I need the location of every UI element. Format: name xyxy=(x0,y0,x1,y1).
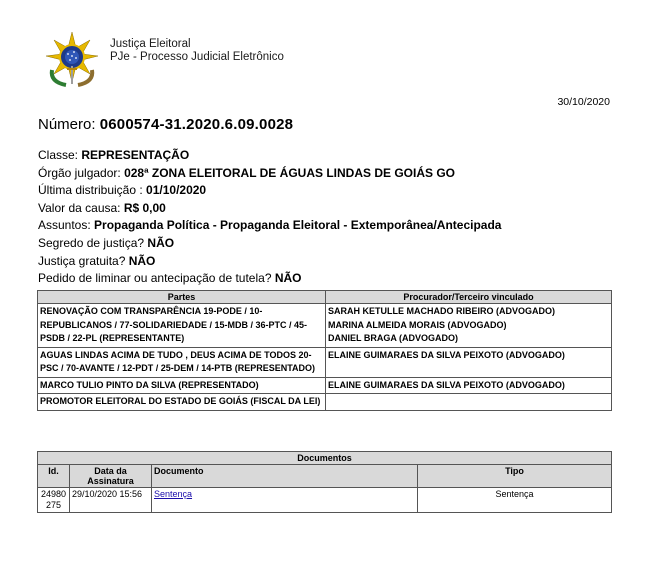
process-number-value: 0600574-31.2020.6.09.0028 xyxy=(99,116,294,133)
parte-cell: AGUAS LINDAS ACIMA DE TUDO , DEUS ACIMA DE TODOS 20-PSC / 70-AVANTE / 12-PDT / 25-DEM / 14-PTB (REPRESENTADO) xyxy=(38,347,326,377)
documento-header: Documento xyxy=(152,465,418,488)
table-row xyxy=(38,347,612,377)
field-label: Valor da causa: xyxy=(38,200,124,215)
procurador-cell xyxy=(326,394,612,411)
parte-cell: MARCO TULIO PINTO DA SILVA (REPRESENTADO) xyxy=(38,377,326,394)
field-value: 028ª ZONA ELEITORAL DE ÁGUAS LINDAS DE GOIÁS GO xyxy=(124,165,455,180)
table-row xyxy=(38,394,612,411)
procurador-name: DANIEL BRAGA (ADVOGADO) xyxy=(328,333,458,343)
partes-header-row xyxy=(38,291,612,304)
tipo-header: Tipo xyxy=(418,465,612,488)
field-value: NÃO xyxy=(147,235,175,250)
documentos-table xyxy=(37,451,612,513)
table-row xyxy=(38,304,612,348)
process-fields xyxy=(38,147,501,288)
doc-type-cell: Sentença xyxy=(418,488,612,513)
field-ultima-distribuicao xyxy=(38,182,501,200)
field-label: Órgão julgador: xyxy=(38,165,125,180)
procurador-name: ELAINE GUIMARAES DA SILVA PEIXOTO (ADVOGADO) xyxy=(328,379,565,390)
field-label: Classe: xyxy=(38,148,82,162)
partes-table xyxy=(37,290,612,411)
doc-name-cell xyxy=(152,488,418,513)
brazil-coat-of-arms-icon xyxy=(44,30,100,88)
field-pedido-liminar xyxy=(38,270,501,288)
table-row xyxy=(38,377,612,394)
doc-id-cell: 24980275 xyxy=(38,488,70,513)
procurador-cell xyxy=(326,347,612,377)
process-number-label: Número: xyxy=(38,116,96,133)
document-header xyxy=(44,30,604,90)
procurador-name: MARINA ALMEIDA MORAIS (ADVOGADO) xyxy=(328,319,507,330)
documentos-title: Documentos xyxy=(38,452,612,465)
table-row xyxy=(38,488,612,513)
field-valor-causa xyxy=(38,200,501,218)
field-classe xyxy=(38,147,501,165)
field-value: NÃO xyxy=(274,271,302,286)
procurador-name: ELAINE GUIMARAES DA SILVA PEIXOTO (ADVOGADO) xyxy=(328,349,565,360)
process-number xyxy=(38,116,293,133)
field-value: REPRESENTAÇÃO xyxy=(81,148,190,162)
document-link[interactable]: Sentença xyxy=(154,489,193,499)
procurador-name: SARAH KETULLE MACHADO RIBEIRO (ADVOGADO) xyxy=(328,306,555,316)
field-label: Última distribuição : xyxy=(38,183,147,198)
documentos-header-row xyxy=(38,465,612,488)
parte-cell: RENOVAÇÃO COM TRANSPARÊNCIA 19-PODE / 10-REPUBLICANOS / 77-SOLIDARIEDADE / 15-MDB / 36-PTC / 45-PSDB / 22-PL (REPRESENTANTE) xyxy=(38,304,326,348)
field-value: R$ 0,00 xyxy=(123,200,166,215)
field-justica-gratuita xyxy=(38,253,501,271)
documentos-title-row xyxy=(38,452,612,465)
field-value: NÃO xyxy=(128,253,156,268)
id-header: Id. xyxy=(38,465,70,488)
procurador-cell xyxy=(326,304,612,348)
field-value: Propaganda Política - Propaganda Eleitoral - Extemporânea/Antecipada xyxy=(94,218,502,233)
field-label: Assuntos: xyxy=(38,218,95,233)
field-label: Pedido de liminar ou antecipação de tutela? xyxy=(38,271,275,286)
field-value: 01/10/2020 xyxy=(146,183,207,198)
field-label: Justiça gratuita? xyxy=(38,253,129,268)
field-segredo-justica xyxy=(38,235,501,253)
org-name: Justiça Eleitoral xyxy=(110,38,191,50)
field-orgao-julgador xyxy=(38,165,501,183)
parte-cell: PROMOTOR ELEITORAL DO ESTADO DE GOIÁS (FISCAL DA LEI) xyxy=(38,394,326,411)
document-date: 30/10/2020 xyxy=(557,96,610,108)
procurador-header: Procurador/Terceiro vinculado xyxy=(326,291,612,304)
system-name: PJe - Processo Judicial Eletrônico xyxy=(110,51,284,63)
field-label: Segredo de justiça? xyxy=(38,235,148,250)
field-assuntos xyxy=(38,217,501,235)
procurador-cell xyxy=(326,377,612,394)
partes-header: Partes xyxy=(38,291,326,304)
doc-date-cell: 29/10/2020 15:56 xyxy=(70,488,152,513)
data-header: Data da Assinatura xyxy=(70,465,152,488)
